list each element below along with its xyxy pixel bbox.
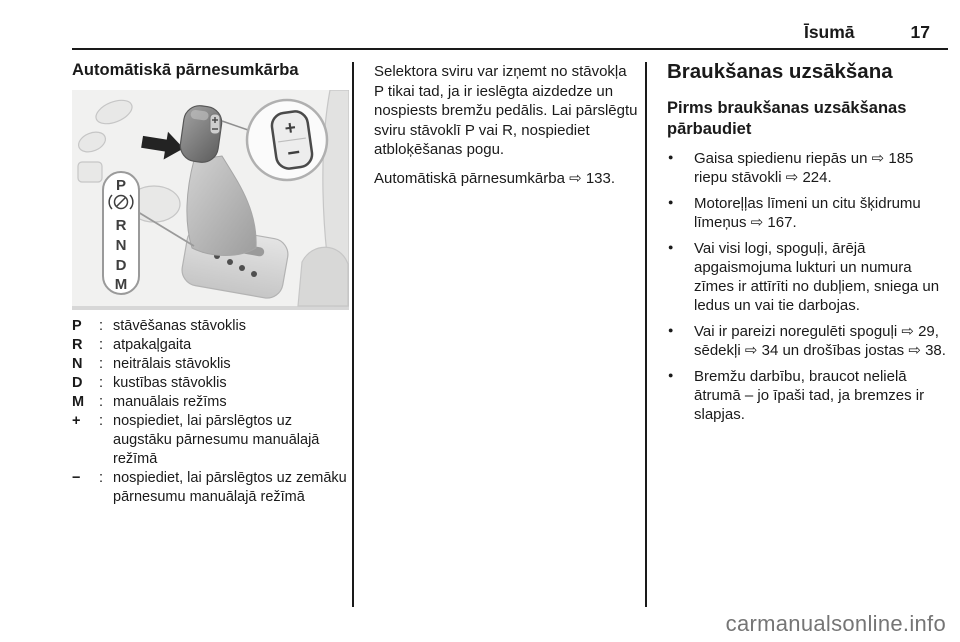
bullet-icon: ● bbox=[668, 370, 674, 380]
list-item bbox=[667, 194, 947, 232]
section-heading-driving-off: Braukšanas uzsākšana bbox=[667, 60, 893, 83]
bullet-icon: ● bbox=[668, 197, 674, 207]
legend-row bbox=[72, 355, 349, 374]
page-header bbox=[804, 22, 930, 43]
page-number: 17 bbox=[910, 22, 930, 42]
legend-colon: : bbox=[99, 356, 104, 372]
legend-colon: : bbox=[99, 413, 104, 429]
legend-colon: : bbox=[99, 375, 104, 391]
legend-row bbox=[72, 469, 349, 507]
gate-label-d: D bbox=[115, 257, 127, 274]
legend-colon: : bbox=[99, 337, 104, 353]
column-separator bbox=[352, 62, 354, 607]
legend-description: stāvēšanas stāvoklis bbox=[113, 318, 246, 334]
site-watermark: carmanualsonline.info bbox=[725, 611, 946, 636]
legend-term: P bbox=[72, 318, 82, 334]
list-item bbox=[667, 239, 947, 315]
legend-description: neitrālais stāvoklis bbox=[113, 356, 231, 372]
list-item bbox=[667, 149, 947, 187]
legend-term: M bbox=[72, 394, 85, 410]
gate-label-m: M bbox=[114, 276, 128, 293]
list-item bbox=[667, 322, 947, 360]
list-item-text: Vai ir pareizi noregulēti spoguļi ⇨ 29, sēdekļi ⇨ 34 un drošības jostas ⇨ 38. bbox=[694, 323, 946, 359]
list-item-text: Vai visi logi, spoguļi, ārējā apgaismojuma lukturi un numura zīmes ir attīrīti no dubļiem, sniega un ledus un vai tie darbojas. bbox=[694, 240, 940, 314]
gear-shifter-illustration bbox=[72, 90, 349, 310]
legend-description: nospiediet, lai pārslēgtos uz augstāku pārnesumu manuālajā režīmā bbox=[113, 413, 320, 467]
legend-row bbox=[72, 336, 349, 355]
legend-term: R bbox=[72, 337, 83, 353]
rocker-minus-label: − bbox=[285, 139, 302, 166]
legend-colon: : bbox=[99, 470, 104, 486]
legend-row bbox=[72, 317, 349, 336]
subheading-checks-before-driving: Pirms braukšanas uzsākšanas pārbaudiet bbox=[667, 99, 907, 138]
selector-gate-callout bbox=[103, 172, 139, 294]
pre-drive-checklist bbox=[667, 149, 947, 424]
rocker-plus-label: + bbox=[283, 117, 298, 140]
legend-row bbox=[72, 393, 349, 412]
list-item-text: Bremžu darbību, braucot nelielā ātrumā – jo īpaši tad, ja bremzes ir slapjas. bbox=[694, 368, 925, 423]
gate-label-n: N bbox=[115, 237, 127, 254]
bullet-icon: ● bbox=[668, 152, 674, 162]
gear-position-legend bbox=[72, 317, 349, 507]
list-item-text: Motoreļļas līmeni un citu šķidrumu līmeņus ⇨ 167. bbox=[694, 195, 921, 231]
rocker-switch-callout bbox=[247, 100, 327, 180]
legend-description: manuālais režīms bbox=[113, 394, 227, 410]
legend-term: − bbox=[72, 470, 81, 486]
legend-row bbox=[72, 412, 349, 469]
list-item bbox=[667, 367, 947, 424]
column-selector-lever-text bbox=[374, 60, 640, 188]
legend-term: + bbox=[72, 413, 81, 429]
legend-description: atpakaļgaita bbox=[113, 337, 192, 353]
selector-lever-paragraph: Selektora sviru var izņemt no stāvokļa P tikai tad, ja ir ieslēgta aizdedze un nospiests bremžu pedālis. Lai pārslēgtu sviru stāvoklī P vai R, nospiediet atbloķēšanas pogu. bbox=[374, 63, 638, 158]
transmission-reference: Automātiskā pārnesumkārba ⇨ 133. bbox=[374, 169, 616, 187]
gate-label-p: P bbox=[115, 177, 127, 194]
list-item-text: Gaisa spiedienu riepās un ⇨ 185 riepu stāvokli ⇨ 224. bbox=[694, 150, 914, 186]
legend-description: nospiediet, lai pārslēgtos uz zemāku pārnesumu manuālajā režīmā bbox=[113, 470, 347, 505]
header-rule bbox=[72, 48, 948, 50]
section-heading-automatic-transmission: Automātiskā pārnesumkārba bbox=[72, 61, 299, 79]
gate-label-r: R bbox=[115, 217, 127, 234]
bullet-icon: ● bbox=[668, 242, 674, 252]
column-driving-off bbox=[667, 60, 947, 431]
legend-term: N bbox=[72, 356, 83, 372]
bullet-icon: ● bbox=[668, 325, 674, 335]
gear-selector-figure bbox=[72, 90, 349, 310]
legend-term: D bbox=[72, 375, 83, 391]
legend-colon: : bbox=[99, 318, 104, 334]
legend-colon: : bbox=[99, 394, 104, 410]
legend-row bbox=[72, 374, 349, 393]
knob-rocker-switch bbox=[210, 114, 220, 134]
column-separator bbox=[645, 62, 647, 607]
legend-description: kustības stāvoklis bbox=[113, 375, 227, 391]
chapter-title: Īsumā bbox=[803, 22, 855, 42]
column-automatic-transmission bbox=[72, 60, 349, 507]
